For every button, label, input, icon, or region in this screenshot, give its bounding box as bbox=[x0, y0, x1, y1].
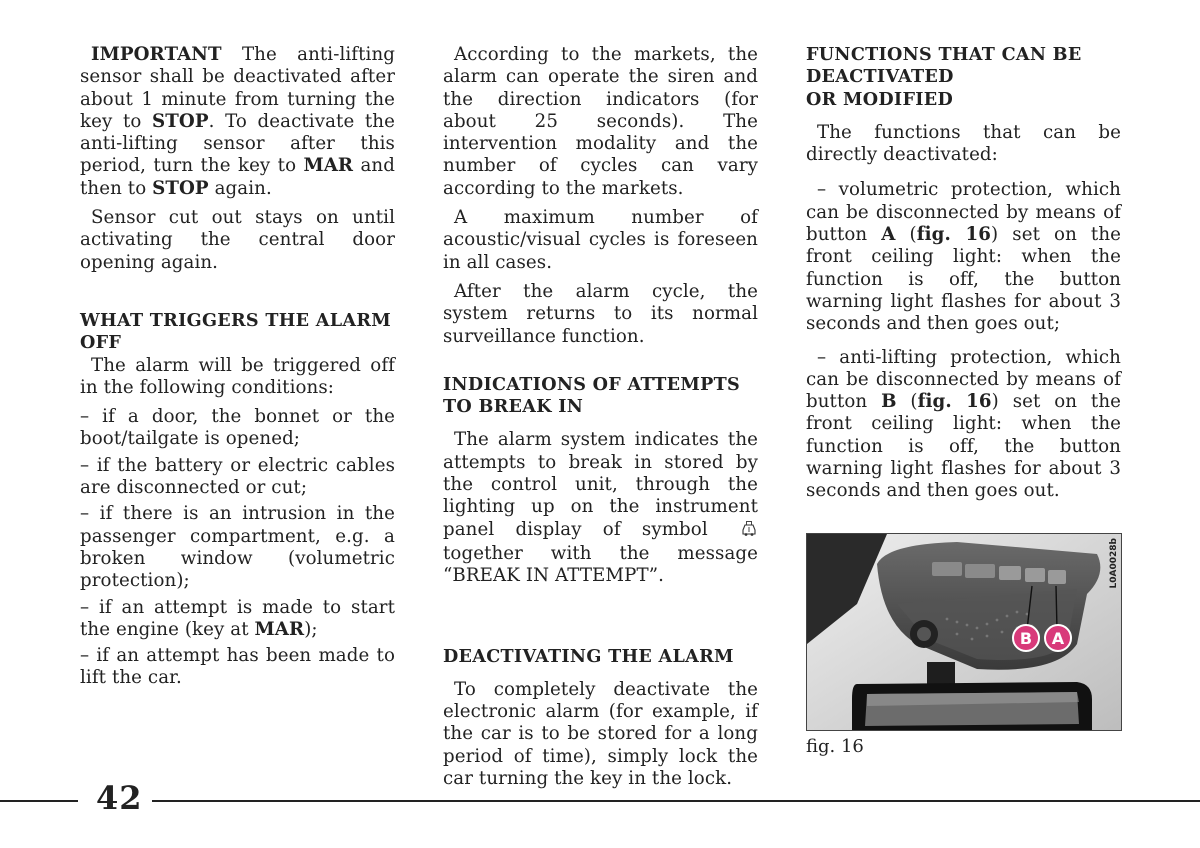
ceiling-light-photo bbox=[806, 533, 1122, 731]
figure-caption: fig. 16 bbox=[806, 736, 864, 757]
triggers-intro: The alarm will be triggered off in the following conditions: bbox=[80, 354, 395, 398]
heading-line: OFF bbox=[80, 332, 122, 354]
button-a-ref: A bbox=[881, 224, 896, 246]
important-label: IMPORTANT bbox=[91, 44, 222, 65]
antilift-text: – anti-lifting protection, which can be disconnected by means of button bbox=[806, 346, 1121, 413]
column-3 bbox=[806, 44, 1121, 510]
important-text: again. bbox=[208, 177, 272, 199]
footer-rule-left bbox=[0, 800, 78, 802]
volumetric-text: ) set on the front ceiling light: when the function is off, the button warning light flashes for about 3 seconds and then goes out; bbox=[806, 224, 1122, 335]
functions-heading bbox=[806, 44, 1121, 111]
heading-line: WHAT TRIGGERS THE ALARM bbox=[80, 309, 392, 331]
volumetric-text: – volumetric protection, which can be disconnected by means of button bbox=[806, 179, 1121, 246]
column-1 bbox=[80, 44, 395, 694]
figure-code: L0A0028b bbox=[1109, 538, 1119, 589]
trigger-item bbox=[80, 597, 395, 642]
label-a: A bbox=[1051, 629, 1065, 648]
mar-key: MAR bbox=[303, 155, 354, 177]
indications-text: together with the message “BREAK IN ATTEMPT”. bbox=[443, 542, 758, 587]
label-b: B bbox=[1019, 629, 1033, 648]
trigger-item: – if there is an intrusion in the passenger compartment, e.g. a broken window (volumetric protection); bbox=[80, 503, 395, 592]
deactivating-heading: DEACTIVATING THE ALARM bbox=[443, 645, 734, 667]
figure-ref: fig. 16 bbox=[916, 224, 992, 246]
indications-text: The alarm system indicates the attempts to break in stored by the control unit, through the lighting up on the instrument panel display of symbol bbox=[443, 429, 758, 540]
heading-line: TO BREAK IN bbox=[443, 396, 584, 418]
important-paragraph bbox=[80, 44, 395, 200]
important-text: . To deactivate the anti-lifting sensor after this period, turn the key to bbox=[80, 110, 395, 177]
deactivating-paragraph: To completely deactivate the electronic alarm (for example, if the car is to be stored for a long period of time), simply lock the car turning the key in the lock. bbox=[443, 678, 758, 790]
max-cycles-paragraph: A maximum number of acoustic/visual cycles is foreseen in all cases. bbox=[443, 207, 758, 273]
markets-paragraph: According to the markets, the alarm can operate the siren and the direction indicators (for about 25 seconds). The intervention modality and the number of cycles can vary according to the markets. bbox=[443, 44, 758, 199]
indications-heading bbox=[443, 374, 758, 419]
ceiling-light-illustration bbox=[807, 534, 1122, 731]
stop-key: STOP bbox=[152, 110, 209, 132]
functions-intro: The functions that can be directly deactivated: bbox=[806, 121, 1121, 166]
volumetric-paragraph bbox=[806, 179, 1121, 335]
trigger-text: – if an attempt is made to start the engine (key at bbox=[80, 596, 395, 640]
car-alarm-icon bbox=[729, 521, 758, 543]
antilift-paragraph bbox=[806, 347, 1121, 503]
trigger-text: ); bbox=[304, 618, 318, 640]
after-cycle-paragraph: After the alarm cycle, the system returns to its normal surveillance function. bbox=[443, 280, 758, 347]
sensor-cutout-paragraph: Sensor cut out stays on until activating the central door opening again. bbox=[80, 207, 395, 273]
indications-paragraph bbox=[443, 429, 758, 587]
heading-line: FUNCTIONS THAT CAN BE bbox=[806, 44, 1082, 65]
mar-key: MAR bbox=[254, 618, 305, 640]
column-2 bbox=[443, 44, 758, 797]
heading-line: DEACTIVATED bbox=[806, 66, 954, 88]
trigger-item: – if the battery or electric cables are disconnected or cut; bbox=[80, 454, 395, 499]
figure-ref: fig. 16 bbox=[917, 391, 992, 413]
page-number: 42 bbox=[96, 779, 143, 817]
stop-key: STOP bbox=[152, 177, 209, 199]
trigger-item: – if a door, the bonnet or the boot/tailgate is opened; bbox=[80, 406, 395, 450]
important-text: The anti-lifting sensor shall be deactivated after about 1 minute from turning the key to bbox=[80, 44, 395, 132]
paren: ( bbox=[895, 224, 917, 246]
antilift-text: ) set on the front ceiling light: when the function is off, the button warning light flashes for about 3 seconds and then goes out. bbox=[806, 391, 1122, 502]
important-text: and then to bbox=[80, 155, 395, 199]
heading-line: OR MODIFIED bbox=[806, 88, 954, 110]
heading-line: INDICATIONS OF ATTEMPTS bbox=[443, 373, 741, 395]
button-b-ref: B bbox=[881, 391, 897, 413]
triggers-heading bbox=[80, 310, 395, 355]
footer-rule-right bbox=[152, 800, 1200, 802]
trigger-item: – if an attempt has been made to lift the car. bbox=[80, 645, 395, 689]
paren: ( bbox=[896, 391, 918, 413]
